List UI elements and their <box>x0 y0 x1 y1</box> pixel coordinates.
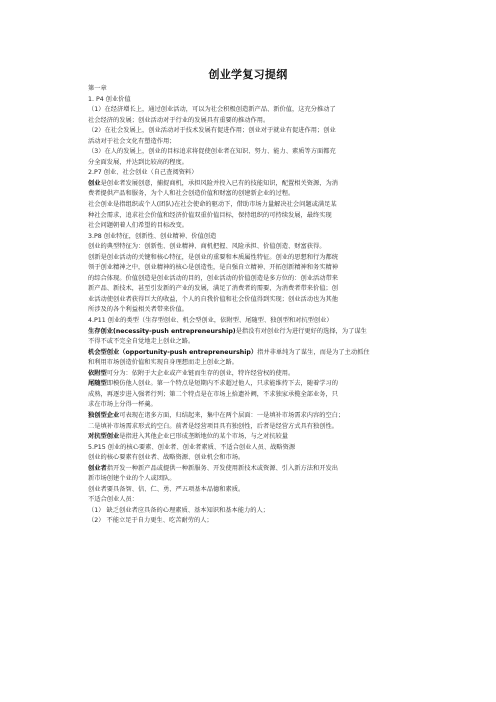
line-text: 活动对于社会文化有塑造作用； <box>88 137 176 145</box>
text-line <box>88 506 406 517</box>
line-text: 指开发一种新产品或提供一种新服务、开发使用新技术或资源、引入新方法和开发出 <box>106 464 338 472</box>
line-text: 领于创业精神之中，创业精神的核心是创造性，是自强自立精神、开拓创新精神和务实精神 <box>88 264 338 272</box>
bold-term: 依附型 <box>88 369 107 377</box>
line-text: 2.P7 创业、社会创业（自己查阅资料） <box>88 169 198 177</box>
text-line <box>88 200 406 211</box>
line-text: 社会创业是指组织或个人(团队)在社会使命的驱动下，借助市场力量解决社会问题或满足某 <box>88 201 337 209</box>
line-text: 3.P8 创业特征，创新性、创业精神、价值创造 <box>88 232 217 240</box>
text-line <box>88 168 406 179</box>
bold-term: 独创型企业 <box>88 411 120 419</box>
line-text: 新产品、新技术，甚至引发新的产业的发展，满足了消费者的需要，为消费者带来价值；创 <box>88 285 338 293</box>
bold-term: 尾随型 <box>88 380 107 388</box>
text-line <box>88 221 406 232</box>
text-line <box>88 411 406 422</box>
line-text: 分全面发展，并达到比较高的程度。 <box>88 158 188 166</box>
text-line <box>88 284 406 295</box>
text-line <box>88 116 406 127</box>
line-text: （2） 不能立足于自力更生、吃苦耐劳的人； <box>88 517 213 525</box>
line-text: 是创业者发展创意，捕捉商机，承担风险并投入已有的技能知识，配置相关资源，为消 <box>100 179 338 187</box>
text-line <box>88 95 406 106</box>
line-text: 可表现在诸多方面，归结起来，集中在两个层面：一是填补市场需求内容的空白； <box>119 411 345 419</box>
text-line <box>88 179 406 190</box>
line-text: 社会问题朝着人们希望的目标改变。 <box>88 222 188 230</box>
line-text: 即模仿他人创业。第一个特点是短期内不求超过他人，只求能维持下去，随着学习的 <box>106 380 338 388</box>
line-text: 求在市场上分得一杯羹。 <box>88 401 157 409</box>
line-text: 是指没有对创业行为进行更好的选择，为了谋生 <box>235 327 367 335</box>
line-text: 第一章 <box>88 85 107 92</box>
line-text: 创业的核心要素有创业者、战略资源、创业机会和市场。 <box>88 454 245 462</box>
line-text: （2）在社会发展上，创业活动对于技术发展有促进作用；创业对于就业有促进作用；创业 <box>88 127 336 135</box>
text-line <box>88 158 406 169</box>
line-text: （3）在人的发展上，创业的目标追求将促使创业者在知识、努力、能力、素质等方面都充 <box>88 148 336 156</box>
text-line <box>88 422 406 433</box>
line-text: 社会经济的发展；创业活动对于行业的发展具有重要的推动作用。 <box>88 116 270 124</box>
bold-term: 生存创业(necessity-push entrepreneurship) <box>88 327 236 335</box>
text-line <box>88 443 406 454</box>
text-line <box>88 348 406 359</box>
text-line <box>88 253 406 264</box>
line-text: 二是填补市场需求形式的空白。前者是经营项目具有独创性，后者是经营方式具有独创性。 <box>88 422 338 430</box>
bold-term: 创业 <box>88 179 101 187</box>
text-line <box>88 453 406 464</box>
text-line <box>88 390 406 401</box>
text-line <box>88 137 406 148</box>
bold-term: 对抗型创业 <box>88 433 120 441</box>
document-title: 创业学复习提纲 <box>208 68 288 81</box>
text-line <box>88 305 406 316</box>
line-text: 所涉及的各个利益相关者带来价值。 <box>88 306 188 314</box>
text-line <box>88 464 406 475</box>
line-text: 和利用市场创造价值和实现自身理想而走上创业之路。 <box>88 359 238 367</box>
line-text: 4.P11 创业的类型（生存型创业、机会型创业，依附型、尾随型、独创型和对抗型创业） <box>88 317 333 325</box>
text-line <box>88 327 406 338</box>
text-line <box>88 263 406 274</box>
text-line <box>88 337 406 348</box>
line-text: 不得不或不完全自觉地走上创业之路。 <box>88 338 195 346</box>
line-text: 的综合体现。价值创造是创业活动的目的，创业活动的价值创造是多方位的：创业活动带来 <box>88 274 338 282</box>
line-text: 费者提供产品和服务，为个人和社会创造价值和财富的创建新企业的过程。 <box>88 190 295 198</box>
text-line <box>88 211 406 222</box>
line-text: （1） 缺乏创业者应具备的心理素质、基本知识和基本能力的人； <box>88 506 269 514</box>
text-line <box>88 495 406 506</box>
bold-term: 创业者 <box>88 464 107 472</box>
text-line <box>88 147 406 158</box>
line-text: 可分为：依附于大企业或产业链而生存的创业，特许经营权的使用。 <box>106 369 295 377</box>
text-line <box>88 432 406 443</box>
line-text: 业活动使创业者获得巨大的收益，个人的自我价值和社会价值得到实现；创业活动也为其他 <box>88 295 338 303</box>
text-line <box>88 358 406 369</box>
text-line <box>88 485 406 496</box>
line-text: 指并非单纯为了谋生，而是为了主动抓住 <box>257 348 370 356</box>
text-line <box>88 105 406 116</box>
line-text: 种社会需求，追求社会价值和经济价值双重价值目标，保持组织的可持续发展，最终实现 <box>88 211 332 219</box>
text-line <box>88 369 406 380</box>
text-line <box>88 474 406 485</box>
line-text: 1. P4 创业价值 <box>88 95 131 103</box>
text-line <box>88 379 406 390</box>
text-line <box>88 242 406 253</box>
line-text: 创业的典型特征为：创新性、创业精神、商机把握、风险承担、价值创造、财富获得。 <box>88 243 326 251</box>
line-text: 创业者要具备智、信、仁、勇、严五项基本品德和素质。 <box>88 485 245 493</box>
text-line <box>88 126 406 137</box>
document-body <box>88 84 406 527</box>
text-line <box>88 316 406 327</box>
line-text: 是指进入其他企业已形成垄断地位的某个市场，与之对抗较量 <box>119 433 288 441</box>
line-text: 新市场创建个业的个人或团队。 <box>88 475 176 483</box>
text-line <box>88 232 406 243</box>
line-text: 5.P15 创业的核心要素、创业者、创业者素质、不适合创业人员、战略资源 <box>88 443 296 451</box>
line-text: 成熟，再逐步进入强者行列；第二个特点是在市场上拾遗补阙，不求独家承揽全部业务，只 <box>88 390 338 398</box>
text-line <box>88 516 406 527</box>
text-line <box>88 189 406 200</box>
line-text: （1）在经济增长上，通过创业活动，可以为社会积极创造新产品、新价值，这充分推动了 <box>88 106 336 114</box>
bold-term: 机会型创业（opportunity-push entrepreneurship） <box>88 348 258 356</box>
line-text: 创新是创业活动的关键和核心特征，是创业的重要和本质属性特征。创业的思想和行为都统 <box>88 253 338 261</box>
line-text: 不适合创业人员： <box>88 496 138 504</box>
text-line <box>88 274 406 285</box>
text-line <box>88 84 406 95</box>
text-line <box>88 400 406 411</box>
text-line <box>88 295 406 306</box>
